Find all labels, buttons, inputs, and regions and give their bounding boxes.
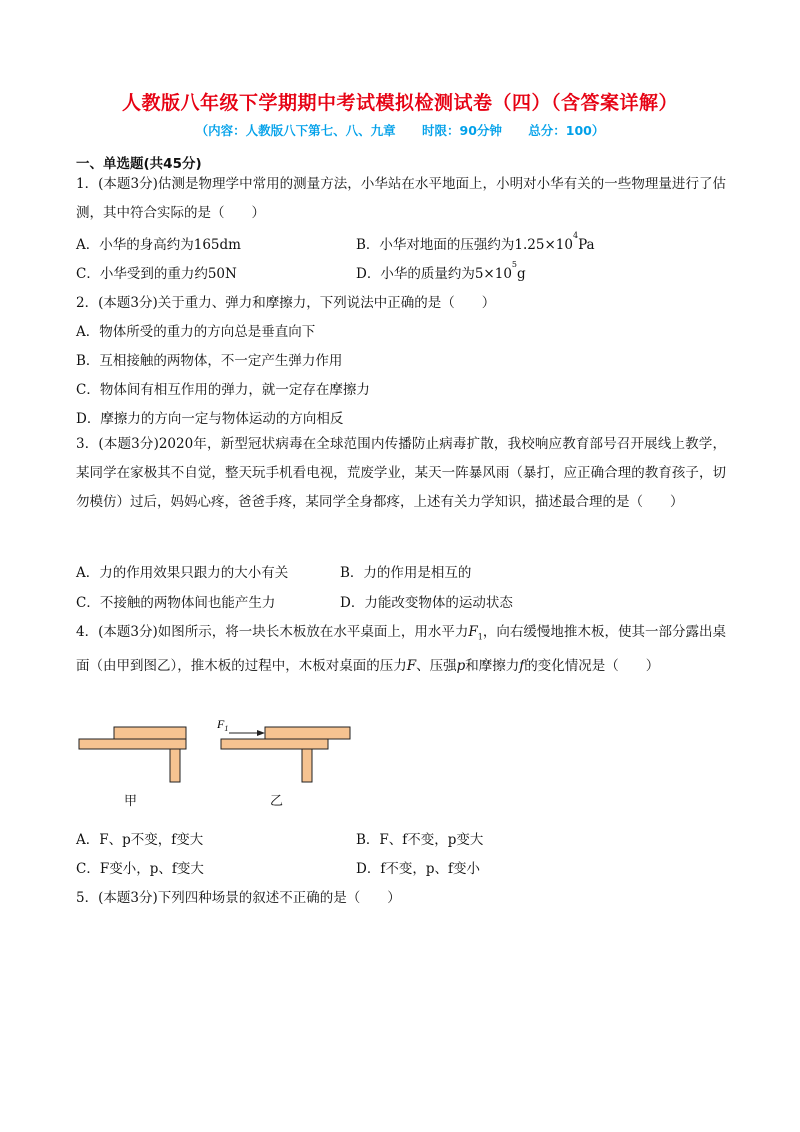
- figure-left-table: [79, 727, 186, 782]
- q4-force-subscript: 1: [477, 632, 483, 642]
- question-4-option-c[interactable]: C．F变小，p、f变大: [76, 861, 204, 877]
- question-2-option-c[interactable]: C．物体间有相互作用的弹力，就一定存在摩擦力: [76, 382, 370, 398]
- question-4-figure: [76, 712, 376, 812]
- question-1-stem: 1．(本题3分)估测是物理学中常用的测量方法，小华站在水平地面上，小明对小华有关的一些物理量进行了估测，其中符合实际的是（ ）: [76, 176, 726, 221]
- q4-force-symbol: F: [468, 624, 478, 640]
- force-label-subscript: 1: [224, 724, 229, 733]
- question-1-option-a[interactable]: A．小华的身高约为165dm: [76, 237, 241, 253]
- figure-label-right: 乙: [270, 794, 284, 809]
- q1-d-text: D．小华的质量约为5×10: [356, 266, 512, 282]
- question-4-options-row-2: [76, 857, 726, 879]
- question-2-option-a[interactable]: A．物体所受的重力的方向总是垂直向下: [76, 324, 316, 340]
- question-4-options-row-1: [76, 828, 726, 850]
- exam-title: 人教版八年级下学期期中考试模拟检测试卷（四）（含答案详解）: [121, 92, 678, 114]
- question-1-option-d[interactable]: [356, 262, 526, 282]
- force-arrow-head: [257, 730, 265, 736]
- subtitle-time: 时限：90分钟: [422, 123, 502, 138]
- q4-stem-part-4: 和摩擦力: [465, 657, 520, 674]
- question-1-option-c[interactable]: C．小华受到的重力约50N: [76, 266, 237, 282]
- question-4-stem: [76, 618, 726, 681]
- q4-stem-part-5: 的变化情况是（ ）: [524, 657, 660, 674]
- question-3-options-row-2: [76, 591, 726, 613]
- question-4-option-b[interactable]: B．F、f不变，p变大: [356, 832, 484, 848]
- figure-label-left: 甲: [124, 794, 138, 809]
- figure-right-tabletop: [221, 739, 328, 749]
- figure-right-table-leg: [302, 749, 312, 782]
- question-5-stem: 5．(本题3分)下列四种场景的叙述不正确的是（ ）: [76, 890, 401, 906]
- figure-right-table: [216, 717, 350, 782]
- question-3-options-row-1: [76, 561, 726, 583]
- subtitle-score: 总分：100）: [528, 123, 605, 138]
- exam-subtitle: [0, 121, 800, 139]
- section-heading: 一、单选题(共45分): [76, 156, 202, 172]
- figure-left-tabletop: [79, 739, 186, 749]
- question-3-option-d[interactable]: D．力能改变物体的运动状态: [340, 595, 513, 611]
- question-1-options-row-2: [76, 262, 726, 284]
- question-3-stem: 3．(本题3分)2020年，新型冠状病毒在全球范围内传播防止病毒扩散，我校响应教育部号召开展线上教学，某同学在家极其不自觉，整天玩手机看电视，荒废学业，某天一阵暴风雨（暴打，应正确合理的教育孩子，切勿模仿）过后，妈妈心疼，爸爸手疼，某同学全身都疼，上述有关力学知识，描述最合理的是（ ）: [76, 436, 726, 510]
- figure-right-board: [265, 727, 350, 739]
- question-1-options-row-1: [76, 233, 726, 255]
- q4-stem-part-3: 、压强: [416, 657, 457, 674]
- question-1-option-b[interactable]: [356, 233, 595, 253]
- question-2-option-d[interactable]: D．摩擦力的方向一定与物体运动的方向相反: [76, 411, 344, 427]
- q1-b-unit: Pa: [578, 237, 595, 253]
- q1-d-sup: 5: [511, 260, 517, 269]
- q4-pressure-symbol: p: [456, 657, 466, 674]
- force-label: [216, 717, 228, 733]
- question-4-option-d[interactable]: D．f不变，p、f变小: [356, 861, 480, 877]
- q1-b-text: B．小华对地面的压强约为1.25×10: [356, 237, 573, 253]
- question-2-stem: 2．(本题3分)关于重力、弹力和摩擦力，下列说法中正确的是（ ）: [76, 295, 496, 311]
- force-label-symbol: F: [217, 717, 225, 731]
- q4-friction-symbol: f: [519, 657, 525, 674]
- figure-left-board: [114, 727, 186, 739]
- q1-d-unit: g: [517, 266, 526, 282]
- question-3-option-c[interactable]: C．不接触的两物体间也能产生力: [76, 595, 276, 611]
- q4-stem-part-1: 4．(本题3分)如图所示，将一块长木板放在水平桌面上，用水平力: [76, 624, 469, 640]
- question-4-option-a[interactable]: A．F、p不变，f变大: [76, 832, 204, 848]
- q4-stem-part-2: ，向右缓慢地推木板，使其一部分露出桌面（由甲到图乙），推木板的过程中，木板对桌面的压力: [76, 624, 727, 674]
- q4-pressure-force-symbol: F: [406, 657, 417, 674]
- q1-b-sup: 4: [572, 231, 579, 240]
- question-2-option-b[interactable]: B．互相接触的两物体，不一定产生弹力作用: [76, 353, 343, 369]
- figure-left-table-leg: [170, 749, 180, 782]
- subtitle-content: （内容：人教版八下第七、八、九章: [195, 123, 396, 138]
- question-3-option-b[interactable]: B．力的作用是相互的: [340, 565, 472, 581]
- question-3-option-a[interactable]: A．力的作用效果只跟力的大小有关: [76, 565, 289, 581]
